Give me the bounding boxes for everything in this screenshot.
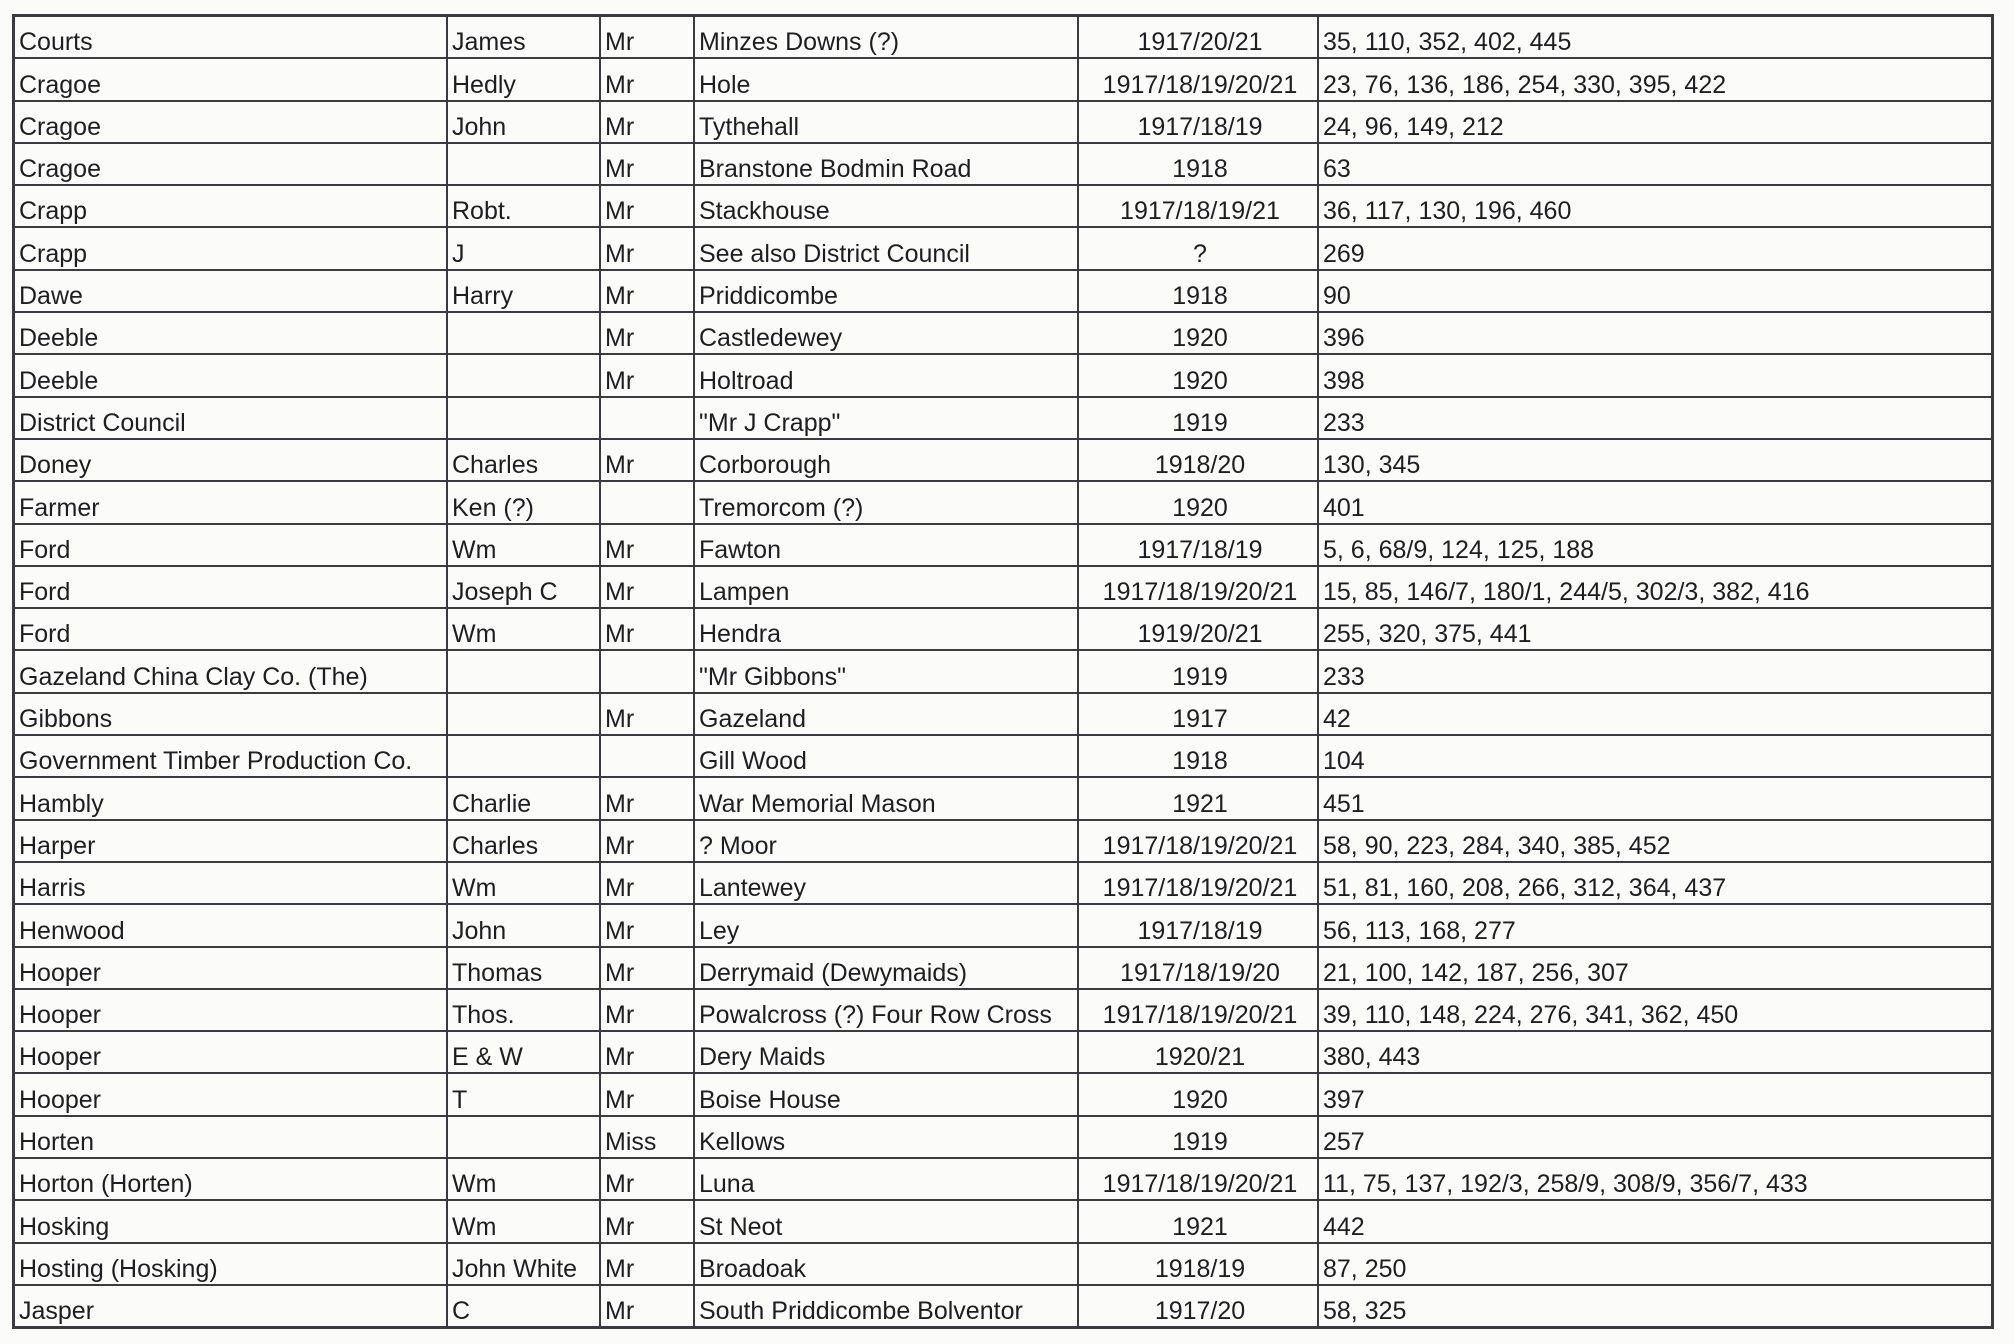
surname-cell: Hooper (14, 1073, 448, 1115)
pages-cell: 255, 320, 375, 441 (1318, 608, 1993, 650)
first-name-cell: Wm (447, 608, 600, 650)
title-cell: Mr (600, 439, 694, 481)
place-cell: Kellows (694, 1116, 1078, 1158)
pages-cell: 35, 110, 352, 402, 445 (1318, 16, 1993, 59)
first-name-cell (447, 1116, 600, 1158)
place-cell: Stackhouse (694, 185, 1078, 227)
pages-cell: 23, 76, 136, 186, 254, 330, 395, 422 (1318, 58, 1993, 100)
title-cell: Mr (600, 101, 694, 143)
years-cell: 1917/18/19 (1078, 524, 1318, 566)
pages-cell: 233 (1318, 650, 1993, 692)
place-cell: Luna (694, 1158, 1078, 1200)
table-row (14, 1116, 1993, 1158)
first-name-cell: John White (447, 1243, 600, 1285)
title-cell: Mr (600, 354, 694, 396)
place-cell: Tythehall (694, 101, 1078, 143)
title-cell: Mr (600, 1158, 694, 1200)
years-cell: 1917/18/19/20 (1078, 947, 1318, 989)
table-row (14, 777, 1993, 819)
title-cell: Mr (600, 1073, 694, 1115)
surname-cell: Ford (14, 524, 448, 566)
pages-cell: 11, 75, 137, 192/3, 258/9, 308/9, 356/7, 433 (1318, 1158, 1993, 1200)
title-cell: Mr (600, 524, 694, 566)
table-row (14, 354, 1993, 396)
years-cell: 1917/18/19/20/21 (1078, 566, 1318, 608)
years-cell: 1918 (1078, 270, 1318, 312)
surname-cell: Cragoe (14, 101, 448, 143)
years-cell: 1917/18/19 (1078, 101, 1318, 143)
surname-cell: District Council (14, 397, 448, 439)
surname-cell: Jasper (14, 1285, 448, 1328)
pages-cell: 42 (1318, 693, 1993, 735)
title-cell (600, 481, 694, 523)
years-cell: 1919 (1078, 650, 1318, 692)
pages-cell: 398 (1318, 354, 1993, 396)
surname-cell: Hooper (14, 947, 448, 989)
table-row (14, 185, 1993, 227)
surname-cell: Horton (Horten) (14, 1158, 448, 1200)
surname-cell: Doney (14, 439, 448, 481)
table-row (14, 101, 1993, 143)
years-cell: 1917 (1078, 693, 1318, 735)
years-cell: 1918 (1078, 735, 1318, 777)
first-name-cell: James (447, 16, 600, 59)
table-row (14, 481, 1993, 523)
place-cell: Ley (694, 904, 1078, 946)
surname-cell: Henwood (14, 904, 448, 946)
first-name-cell (447, 397, 600, 439)
pages-cell: 63 (1318, 143, 1993, 185)
surname-cell: Harper (14, 820, 448, 862)
title-cell: Mr (600, 270, 694, 312)
place-cell: Tremorcom (?) (694, 481, 1078, 523)
index-table-body (14, 16, 1993, 1328)
title-cell (600, 397, 694, 439)
years-cell: 1919/20/21 (1078, 608, 1318, 650)
title-cell: Mr (600, 1200, 694, 1242)
place-cell: War Memorial Mason (694, 777, 1078, 819)
first-name-cell: Thomas (447, 947, 600, 989)
surname-cell: Courts (14, 16, 448, 59)
table-row (14, 650, 1993, 692)
title-cell: Mr (600, 777, 694, 819)
years-cell: 1920 (1078, 354, 1318, 396)
place-cell: Derrymaid (Dewymaids) (694, 947, 1078, 989)
years-cell: 1919 (1078, 1116, 1318, 1158)
place-cell: Hendra (694, 608, 1078, 650)
table-row (14, 1200, 1993, 1242)
surname-cell: Hooper (14, 989, 448, 1031)
first-name-cell: Ken (?) (447, 481, 600, 523)
first-name-cell: Thos. (447, 989, 600, 1031)
title-cell: Mr (600, 566, 694, 608)
table-row (14, 693, 1993, 735)
pages-cell: 58, 325 (1318, 1285, 1993, 1328)
first-name-cell: Harry (447, 270, 600, 312)
years-cell: 1920 (1078, 481, 1318, 523)
place-cell: South Priddicombe Bolventor (694, 1285, 1078, 1328)
pages-cell: 104 (1318, 735, 1993, 777)
pages-cell: 87, 250 (1318, 1243, 1993, 1285)
surname-cell: Crapp (14, 227, 448, 269)
surname-cell: Ford (14, 608, 448, 650)
title-cell: Mr (600, 143, 694, 185)
pages-cell: 396 (1318, 312, 1993, 354)
pages-cell: 442 (1318, 1200, 1993, 1242)
pages-cell: 39, 110, 148, 224, 276, 341, 362, 450 (1318, 989, 1993, 1031)
surname-cell: Deeble (14, 354, 448, 396)
first-name-cell: Robt. (447, 185, 600, 227)
place-cell: Fawton (694, 524, 1078, 566)
table-row (14, 1073, 1993, 1115)
surname-cell: Hosking (14, 1200, 448, 1242)
first-name-cell: T (447, 1073, 600, 1115)
title-cell: Mr (600, 947, 694, 989)
place-cell: Broadoak (694, 1243, 1078, 1285)
years-cell: 1917/20/21 (1078, 16, 1318, 59)
years-cell: 1920/21 (1078, 1031, 1318, 1073)
first-name-cell: Hedly (447, 58, 600, 100)
first-name-cell (447, 143, 600, 185)
surname-cell: Crapp (14, 185, 448, 227)
first-name-cell: Charles (447, 820, 600, 862)
table-row (14, 439, 1993, 481)
pages-cell: 58, 90, 223, 284, 340, 385, 452 (1318, 820, 1993, 862)
place-cell: "Mr J Crapp" (694, 397, 1078, 439)
pages-cell: 451 (1318, 777, 1993, 819)
surname-cell: Gibbons (14, 693, 448, 735)
years-cell: 1917/18/19/21 (1078, 185, 1318, 227)
place-cell: Branstone Bodmin Road (694, 143, 1078, 185)
surname-cell: Horten (14, 1116, 448, 1158)
pages-cell: 90 (1318, 270, 1993, 312)
surname-cell: Cragoe (14, 58, 448, 100)
table-row (14, 947, 1993, 989)
pages-cell: 21, 100, 142, 187, 256, 307 (1318, 947, 1993, 989)
pages-cell: 36, 117, 130, 196, 460 (1318, 185, 1993, 227)
title-cell: Mr (600, 1243, 694, 1285)
surname-cell: Dawe (14, 270, 448, 312)
table-row (14, 16, 1993, 59)
title-cell: Mr (600, 1285, 694, 1328)
surname-cell: Deeble (14, 312, 448, 354)
title-cell: Miss (600, 1116, 694, 1158)
title-cell: Mr (600, 820, 694, 862)
table-row (14, 312, 1993, 354)
surname-cell: Ford (14, 566, 448, 608)
years-cell: 1918/20 (1078, 439, 1318, 481)
first-name-cell: E & W (447, 1031, 600, 1073)
place-cell: Lantewey (694, 862, 1078, 904)
title-cell: Mr (600, 989, 694, 1031)
place-cell: Corborough (694, 439, 1078, 481)
table-row (14, 1285, 1993, 1328)
pages-cell: 269 (1318, 227, 1993, 269)
place-cell: St Neot (694, 1200, 1078, 1242)
table-row (14, 989, 1993, 1031)
table-row (14, 58, 1993, 100)
surname-cell: Government Timber Production Co. (14, 735, 448, 777)
place-cell: Priddicombe (694, 270, 1078, 312)
index-table (12, 14, 1994, 1329)
table-row (14, 524, 1993, 566)
first-name-cell (447, 312, 600, 354)
table-row (14, 270, 1993, 312)
pages-cell: 56, 113, 168, 277 (1318, 904, 1993, 946)
years-cell: 1917/18/19/20/21 (1078, 58, 1318, 100)
table-row (14, 143, 1993, 185)
table-row (14, 227, 1993, 269)
place-cell: Minzes Downs (?) (694, 16, 1078, 59)
table-row (14, 862, 1993, 904)
table-row (14, 1158, 1993, 1200)
years-cell: 1920 (1078, 312, 1318, 354)
place-cell: Castledewey (694, 312, 1078, 354)
table-row (14, 397, 1993, 439)
surname-cell: Hooper (14, 1031, 448, 1073)
first-name-cell (447, 693, 600, 735)
title-cell: Mr (600, 16, 694, 59)
years-cell: 1921 (1078, 1200, 1318, 1242)
table-row (14, 1243, 1993, 1285)
pages-cell: 397 (1318, 1073, 1993, 1115)
title-cell: Mr (600, 58, 694, 100)
table-row (14, 820, 1993, 862)
first-name-cell (447, 735, 600, 777)
place-cell: "Mr Gibbons" (694, 650, 1078, 692)
place-cell: Powalcross (?) Four Row Cross (694, 989, 1078, 1031)
title-cell (600, 650, 694, 692)
first-name-cell: Wm (447, 862, 600, 904)
years-cell: 1917/18/19/20/21 (1078, 862, 1318, 904)
surname-cell: Gazeland China Clay Co. (The) (14, 650, 448, 692)
title-cell (600, 735, 694, 777)
place-cell: ? Moor (694, 820, 1078, 862)
first-name-cell: Joseph C (447, 566, 600, 608)
table-row (14, 566, 1993, 608)
first-name-cell (447, 650, 600, 692)
first-name-cell: Wm (447, 1200, 600, 1242)
first-name-cell: John (447, 904, 600, 946)
place-cell: Hole (694, 58, 1078, 100)
place-cell: Holtroad (694, 354, 1078, 396)
title-cell: Mr (600, 608, 694, 650)
first-name-cell: Charlie (447, 777, 600, 819)
pages-cell: 15, 85, 146/7, 180/1, 244/5, 302/3, 382, 416 (1318, 566, 1993, 608)
place-cell: Boise House (694, 1073, 1078, 1115)
pages-cell: 380, 443 (1318, 1031, 1993, 1073)
first-name-cell: Wm (447, 524, 600, 566)
title-cell: Mr (600, 1031, 694, 1073)
title-cell: Mr (600, 862, 694, 904)
place-cell: See also District Council (694, 227, 1078, 269)
first-name-cell (447, 354, 600, 396)
pages-cell: 130, 345 (1318, 439, 1993, 481)
table-row (14, 735, 1993, 777)
first-name-cell: John (447, 101, 600, 143)
years-cell: 1918/19 (1078, 1243, 1318, 1285)
years-cell: ? (1078, 227, 1318, 269)
years-cell: 1917/20 (1078, 1285, 1318, 1328)
years-cell: 1921 (1078, 777, 1318, 819)
years-cell: 1917/18/19/20/21 (1078, 1158, 1318, 1200)
first-name-cell: Charles (447, 439, 600, 481)
pages-cell: 24, 96, 149, 212 (1318, 101, 1993, 143)
first-name-cell: Wm (447, 1158, 600, 1200)
place-cell: Gazeland (694, 693, 1078, 735)
years-cell: 1919 (1078, 397, 1318, 439)
surname-cell: Hosting (Hosking) (14, 1243, 448, 1285)
pages-cell: 233 (1318, 397, 1993, 439)
surname-cell: Harris (14, 862, 448, 904)
first-name-cell: C (447, 1285, 600, 1328)
table-row (14, 1031, 1993, 1073)
title-cell: Mr (600, 185, 694, 227)
place-cell: Lampen (694, 566, 1078, 608)
pages-cell: 257 (1318, 1116, 1993, 1158)
title-cell: Mr (600, 904, 694, 946)
title-cell: Mr (600, 312, 694, 354)
title-cell: Mr (600, 693, 694, 735)
pages-cell: 51, 81, 160, 208, 266, 312, 364, 437 (1318, 862, 1993, 904)
pages-cell: 401 (1318, 481, 1993, 523)
table-row (14, 904, 1993, 946)
years-cell: 1917/18/19 (1078, 904, 1318, 946)
years-cell: 1920 (1078, 1073, 1318, 1115)
title-cell: Mr (600, 227, 694, 269)
pages-cell: 5, 6, 68/9, 124, 125, 188 (1318, 524, 1993, 566)
place-cell: Dery Maids (694, 1031, 1078, 1073)
surname-cell: Farmer (14, 481, 448, 523)
table-row (14, 608, 1993, 650)
surname-cell: Cragoe (14, 143, 448, 185)
surname-cell: Hambly (14, 777, 448, 819)
first-name-cell: J (447, 227, 600, 269)
years-cell: 1918 (1078, 143, 1318, 185)
place-cell: Gill Wood (694, 735, 1078, 777)
years-cell: 1917/18/19/20/21 (1078, 989, 1318, 1031)
years-cell: 1917/18/19/20/21 (1078, 820, 1318, 862)
